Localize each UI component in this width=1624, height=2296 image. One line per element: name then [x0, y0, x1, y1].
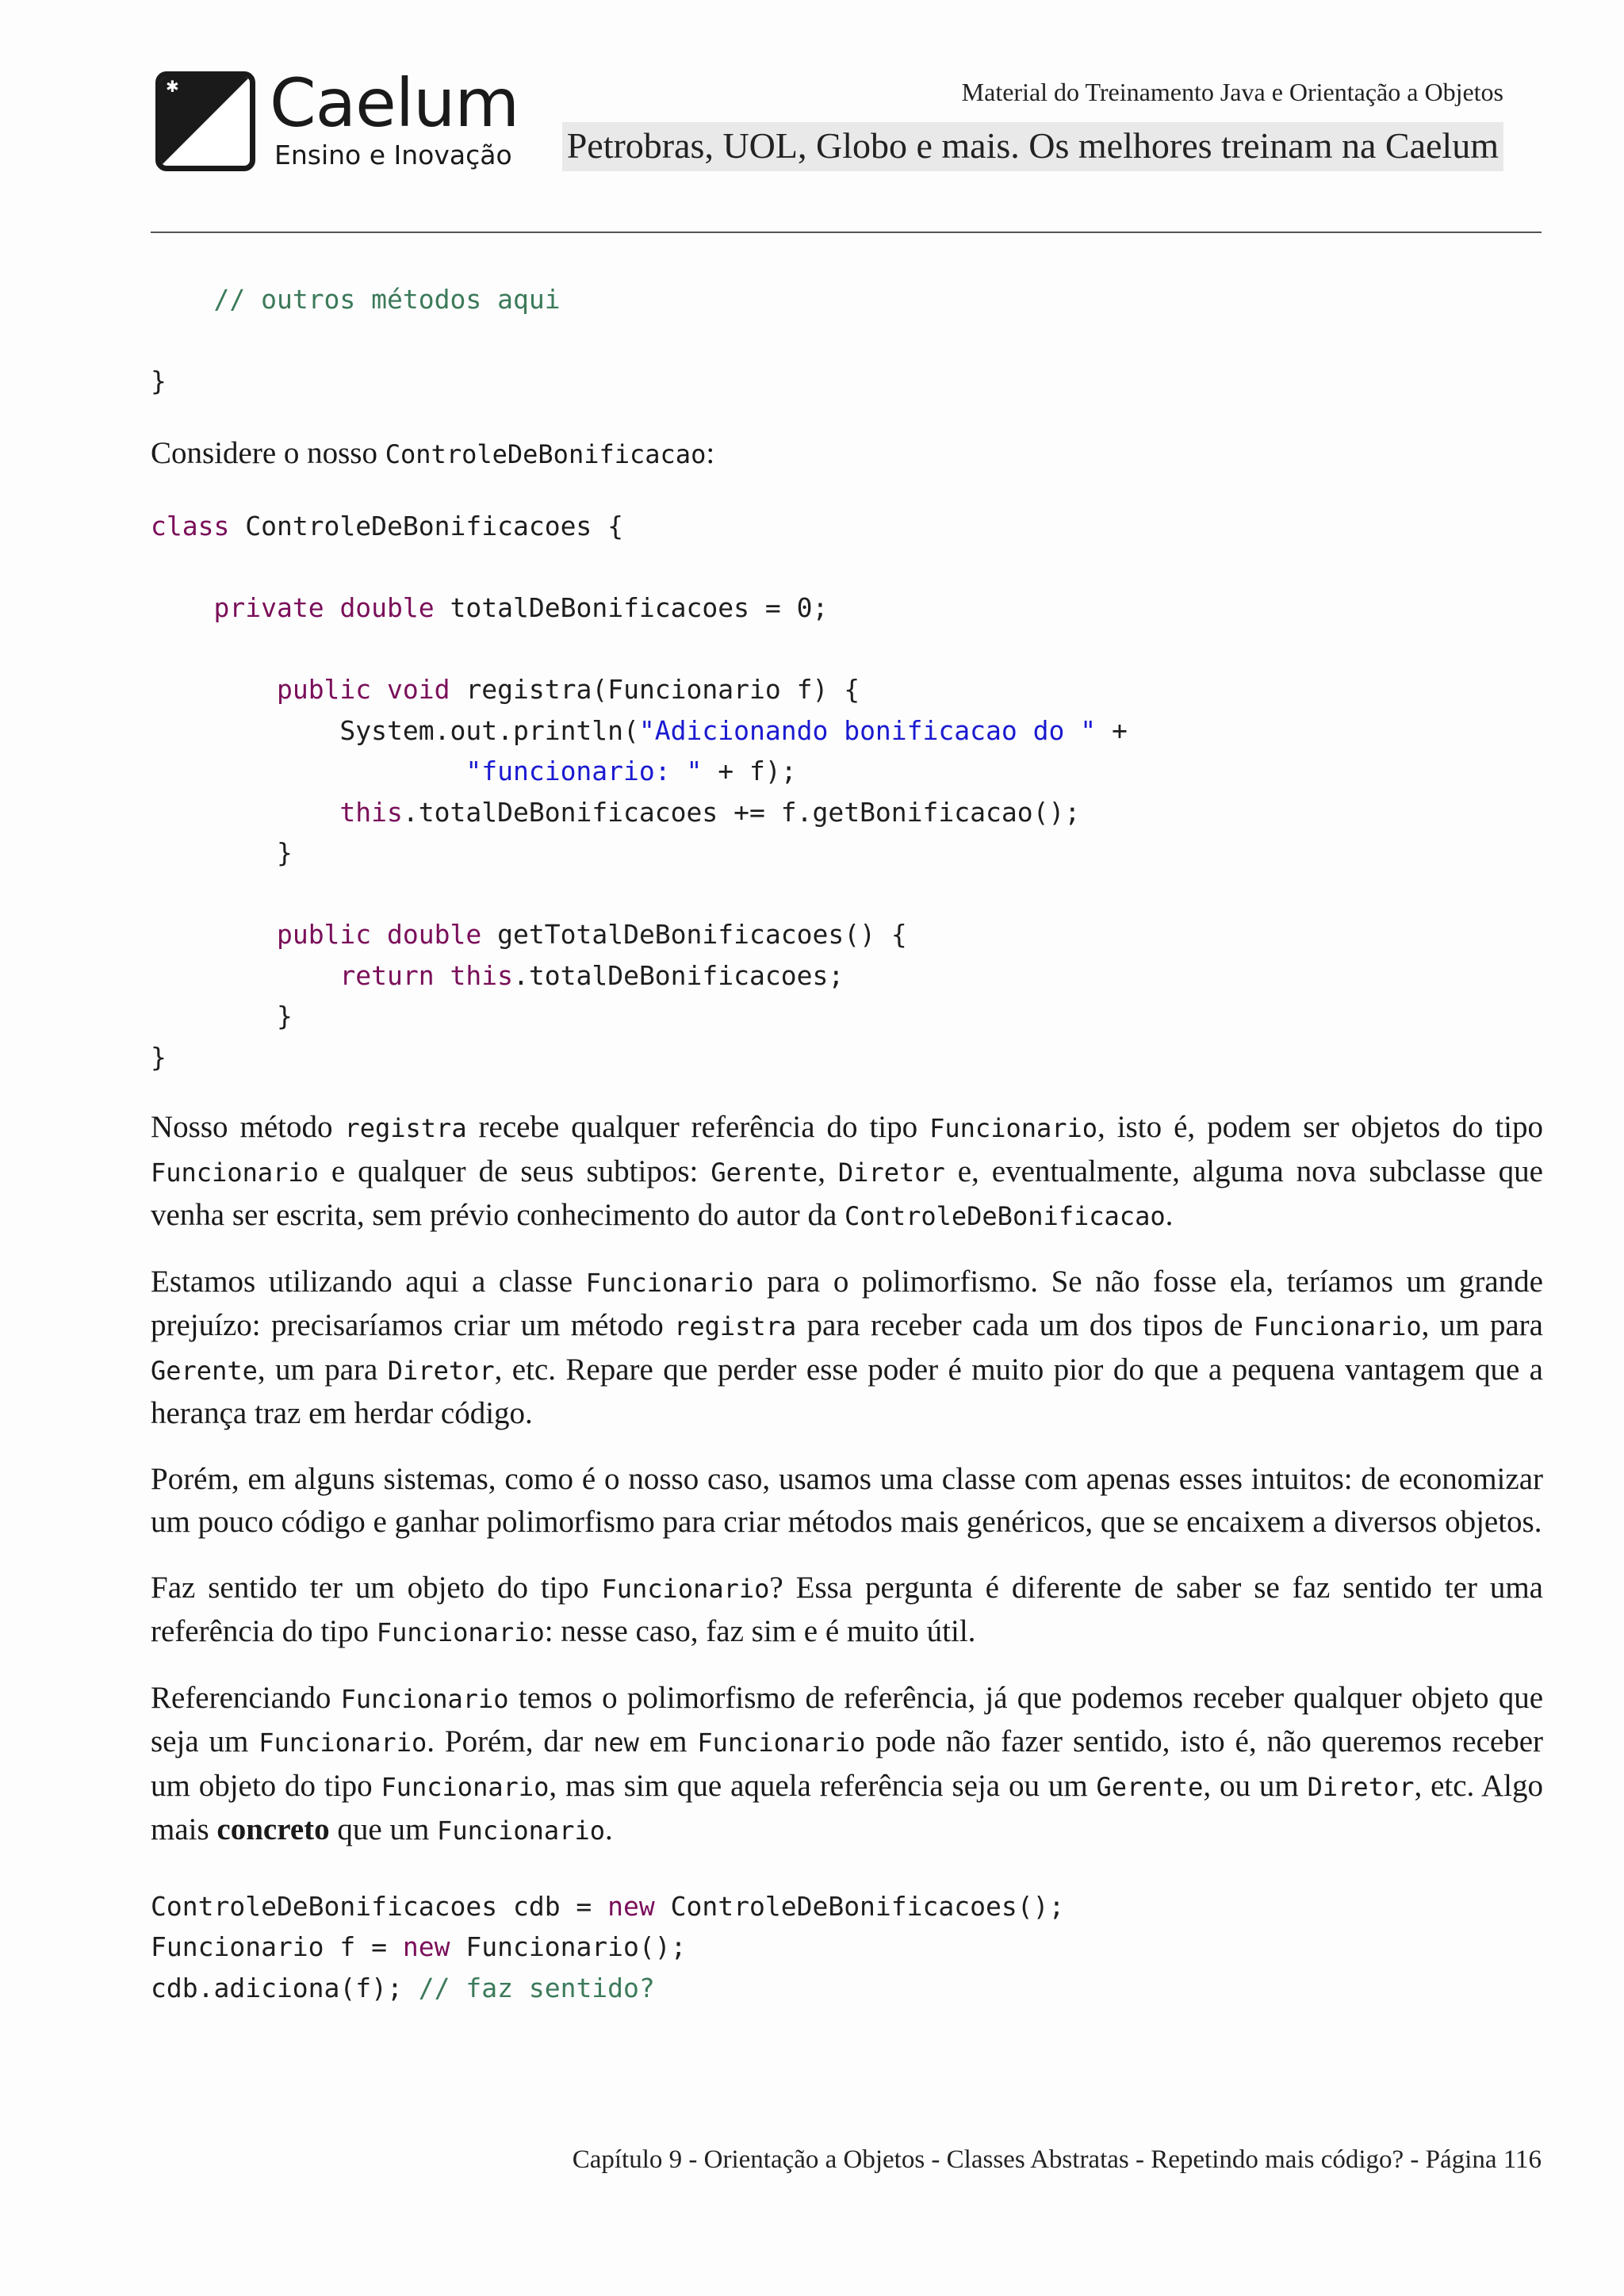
- page-footer: Capítulo 9 - Orientação a Objetos - Classes Abstratas - Repetindo mais código? - Página 116: [572, 2145, 1542, 2174]
- code-block-bottom: ControleDeBonificacoes cdb = new ControleDeBonificacoes(); Funcionario f = new Funcionario(); cdb.adiciona(f); // faz sentido?: [151, 1890, 1065, 2003]
- header-banner: Petrobras, UOL, Globo e mais. Os melhores treinam na Caelum: [562, 122, 1503, 171]
- header-subtitle: Material do Treinamento Java e Orientação a Objetos: [961, 78, 1503, 106]
- code-comment: // outros métodos aqui: [213, 284, 561, 315]
- paragraph-registra: Nosso método registra recebe qualquer referência do tipo Funcionario, isto é, podem ser objetos do tipo Funcionario e qualquer de seus subtipos: Gerente, Diretor e, eventualmente, alguma nova subclasse que venha ser escrita, sem prévio conhecimento do autor da ControleDeBonificacao.: [151, 1110, 1543, 1232]
- header-divider: [151, 232, 1542, 233]
- logo-mark-icon: ✱: [155, 71, 255, 171]
- caelum-logo: [155, 64, 519, 178]
- paragraph-polimorfismo: Estamos utilizando aqui a classe Funcionario para o polimorfismo. Se não fosse ela, teríamos um grande prejuízo: precisaríamos criar um método registra para receber cada um dos tipos de Funcionario, um para Gerente, um para Diretor, etc. Repare que perder esse poder é muito pior do que a pequena vantagem que a herança traz em herdar código.: [151, 1264, 1543, 1430]
- paragraph-referenciando: Referenciando Funcionario temos o polimorfismo de referência, já que podemos receber qualquer objeto que seja um Funcionario. Porém, dar new em Funcionario pode não fazer sentido, isto é, não queremos receber um objeto do tipo Funcionario, mas sim que aquela referência seja ou um Gerente, ou um Diretor, etc. Algo mais concreto que um Funcionario.: [151, 1680, 1544, 1846]
- code-block-top: [151, 279, 1543, 402]
- code-line: }: [151, 365, 167, 396]
- logo-name: Caelum: [270, 64, 519, 142]
- intro-paragraph: Considere o nosso ControleDeBonificacao:: [151, 435, 715, 470]
- page-content: [151, 279, 1543, 2008]
- paragraph-pergunta: Faz sentido ter um objeto do tipo Funcionario? Essa pergunta é diferente de saber se faz sentido ter uma referência do tipo Funcionario: nesse caso, faz sim e é muito útil.: [151, 1570, 1543, 1648]
- logo-tagline: Ensino e Inovação: [274, 140, 512, 170]
- code-block-main: class ControleDeBonificacoes { private double totalDeBonificacoes = 0; public void registra(Funcionario f) { System.out.println("Adicionando bonificacao do " + "funcionario: " + f); this.totalDeBonificacoes += f.getBonificacao(); } public double getTotalDeBonificacoes() { return this.totalDeBonificacoes; } }: [151, 511, 1128, 1073]
- paragraph-sistemas: Porém, em alguns sistemas, como é o nosso caso, usamos uma classe com apenas esses intuitos: de economizar um pouco código e ganhar polimorfismo para criar métodos mais genéricos, que se encaixem a diversos objetos.: [151, 1461, 1543, 1539]
